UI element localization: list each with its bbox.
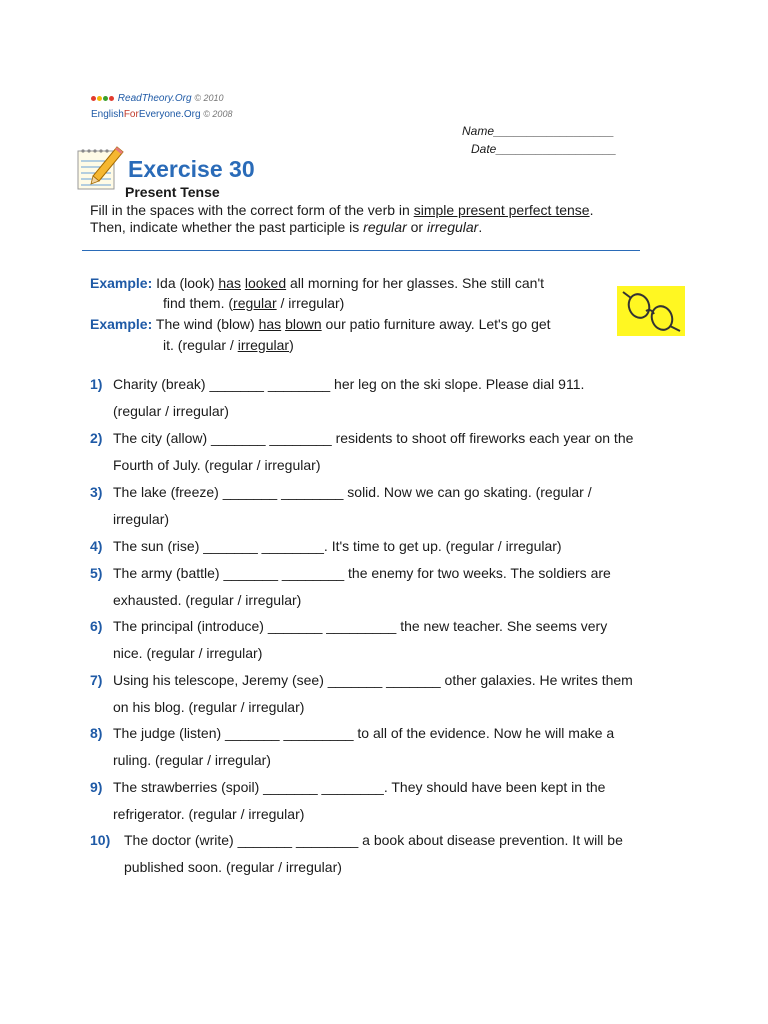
efe-brand-part2: For	[123, 109, 139, 120]
example-answer: has	[258, 316, 282, 332]
question-choice[interactable]: ruling. (regular / irregular)	[113, 752, 271, 768]
example-text: all morning for her glasses. She still can't	[286, 275, 545, 291]
question-choice[interactable]: exhausted. (regular / irregular)	[113, 592, 302, 608]
example-answer: has	[218, 275, 241, 291]
instr-text: Then, indicate whether the past participle is	[90, 219, 364, 235]
question-text[interactable]: The sun (rise) _______ ________. It's time to get up. (regular / irregular)	[113, 538, 562, 554]
question-number: 5)	[90, 565, 103, 581]
question-item	[90, 533, 562, 560]
question-number: 2)	[90, 430, 103, 446]
instr-italic: irregular	[426, 219, 479, 235]
question-number: 3)	[90, 484, 103, 500]
example-text: find them. (	[163, 295, 234, 311]
question-choice[interactable]: irregular)	[113, 511, 170, 527]
question-item	[90, 371, 584, 398]
instr-text: .	[478, 219, 483, 235]
instructions	[90, 202, 650, 236]
readtheory-label: ReadTheory.Org	[117, 93, 192, 104]
notepad-pencil-icon	[75, 145, 125, 193]
question-choice[interactable]: Fourth of July. (regular / irregular)	[113, 457, 321, 473]
example-2-line2	[163, 335, 294, 355]
example-text: )	[289, 337, 294, 353]
name-field[interactable]: Name__________________	[462, 124, 615, 138]
question-item	[90, 479, 592, 506]
example-answer: blown	[285, 316, 322, 332]
question-item	[90, 667, 633, 694]
question-item	[90, 774, 605, 801]
question-text[interactable]: The lake (freeze) _______ ________ solid. Now we can go skating. (regular /	[113, 484, 592, 500]
example-1	[90, 273, 610, 293]
readtheory-brand	[91, 93, 223, 104]
question-choice[interactable]: refrigerator. (regular / irregular)	[113, 806, 305, 822]
question-number: 4)	[90, 538, 103, 554]
brand-dots-icon	[91, 93, 115, 104]
question-text[interactable]: The city (allow) _______ ________ residents to shoot off fireworks each year on the	[113, 430, 634, 446]
question-number: 10)	[90, 832, 111, 848]
question-item	[90, 560, 611, 587]
question-item	[90, 827, 623, 854]
question-text[interactable]: The principal (introduce) _______ _________ the new teacher. She seems very	[113, 618, 608, 634]
example-2	[90, 314, 610, 334]
question-number: 8)	[90, 725, 103, 741]
question-number: 1)	[90, 376, 103, 392]
divider	[82, 250, 640, 251]
question-number: 9)	[90, 779, 103, 795]
instr-text: Fill in the spaces with the correct form of the verb in	[90, 202, 414, 218]
efe-brand	[91, 109, 232, 120]
question-text[interactable]: Using his telescope, Jeremy (see) _______ _______ other galaxies. He writes them	[113, 672, 633, 688]
example-text: our patio furniture away. Let's go get	[321, 316, 551, 332]
example-text: / irregular)	[276, 295, 345, 311]
question-text[interactable]: The doctor (write) _______ ________ a book about disease prevention. It will be	[124, 832, 623, 848]
question-item	[90, 720, 614, 747]
question-number: 7)	[90, 672, 103, 688]
example-label: Example:	[90, 275, 153, 291]
date-field[interactable]: Date__________________	[471, 142, 617, 156]
question-choice[interactable]: nice. (regular / irregular)	[113, 645, 263, 661]
example-answer: irregular	[237, 337, 290, 353]
example-1-line2	[163, 293, 344, 313]
question-item	[90, 613, 607, 640]
question-text[interactable]: The army (battle) _______ ________ the enemy for two weeks. The soldiers are	[113, 565, 611, 581]
question-text[interactable]: Charity (break) _______ ________ her leg on the ski slope. Please dial 911.	[113, 376, 585, 392]
exercise-subtitle: Present Tense	[125, 184, 220, 200]
efe-copyright: © 2008	[203, 109, 233, 119]
instr-text: .	[589, 202, 594, 218]
question-choice[interactable]: published soon. (regular / irregular)	[124, 859, 342, 875]
example-text: it. (regular /	[163, 337, 238, 353]
example-answer: looked	[244, 275, 287, 291]
question-text[interactable]: The judge (listen) _______ _________ to all of the evidence. Now he will make a	[113, 725, 615, 741]
question-item	[90, 425, 633, 452]
readtheory-copyright: © 2010	[194, 93, 224, 103]
example-label: Example:	[90, 316, 153, 332]
exercise-title: Exercise 30	[128, 156, 255, 182]
question-choice[interactable]: (regular / irregular)	[113, 403, 229, 419]
instr-underline: simple present perfect tense	[413, 202, 590, 218]
question-text[interactable]: The strawberries (spoil) _______ ________. They should have been kept in the	[113, 779, 606, 795]
efe-brand-part3: Everyone.Org	[138, 109, 201, 120]
example-text: Ida (look)	[152, 275, 219, 291]
instr-italic: regular	[363, 219, 407, 235]
glasses-icon	[617, 286, 685, 336]
efe-brand-part1: English	[91, 109, 124, 120]
question-choice[interactable]: on his blog. (regular / irregular)	[113, 699, 305, 715]
example-answer: regular	[233, 295, 277, 311]
question-number: 6)	[90, 618, 103, 634]
example-text: The wind (blow)	[152, 316, 259, 332]
instr-text: or	[406, 219, 427, 235]
